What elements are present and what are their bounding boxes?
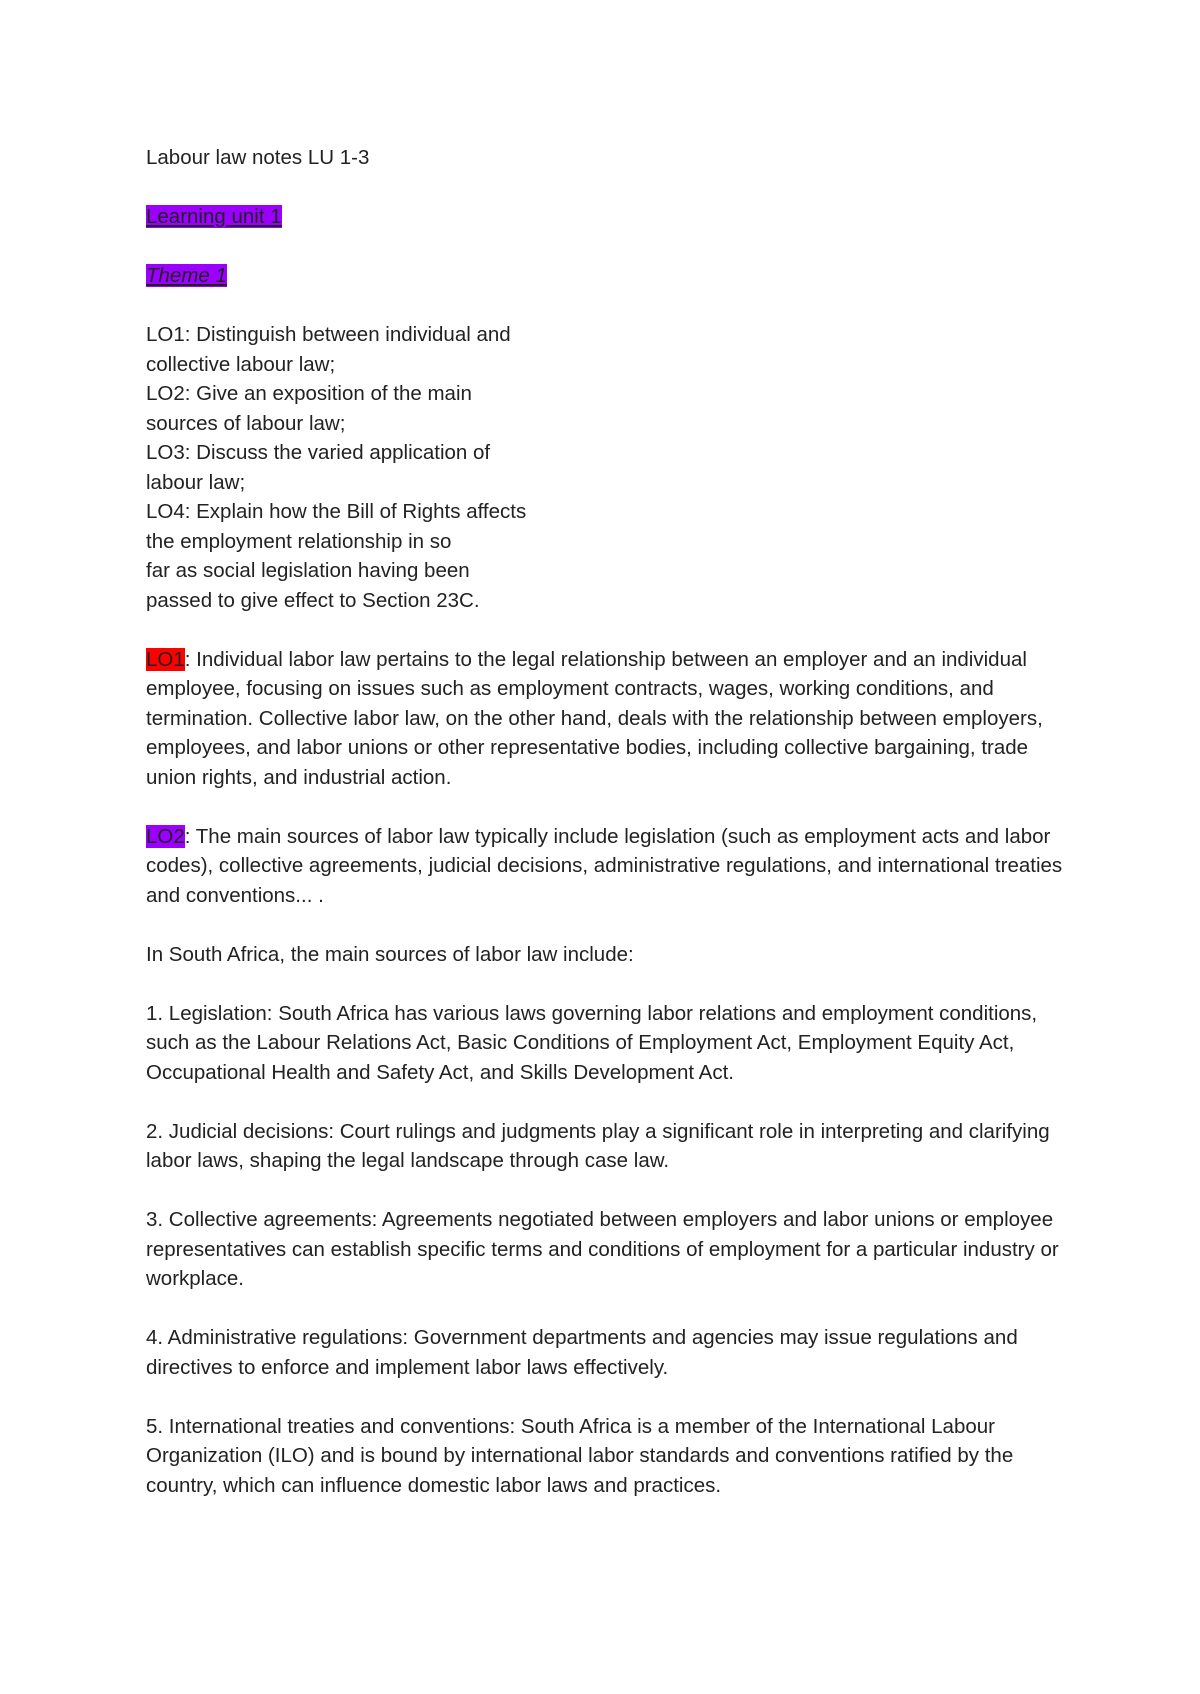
- unit-heading-paragraph: [146, 202, 1066, 232]
- lo1-paragraph: [146, 645, 1066, 793]
- source-item-international-treaties: 5. International treaties and conventions: South Africa is a member of the International Labour Organization (ILO) and is bound by international labor standards and conventions ratified by the country, which can influence domestic labor laws and practices.: [146, 1414, 1014, 1497]
- document-body: [146, 143, 1066, 1530]
- document-title: Labour law notes LU 1-3: [146, 146, 370, 169]
- theme-heading: Theme 1: [146, 264, 227, 287]
- unit-heading: Learning unit 1: [146, 205, 282, 228]
- outcome-line: LO2: Give an exposition of the main: [146, 382, 472, 405]
- source-item-legislation: 1. Legislation: South Africa has various laws governing labor relations and employment conditions, such as the Labour Relations Act, Basic Conditions of Employment Act, Employment Equity Act, Occupational Health and Safety Act, and Skills Development Act.: [146, 1001, 1038, 1084]
- outcome-line: LO4: Explain how the Bill of Rights affects: [146, 500, 527, 523]
- source-item-administrative-regulations: 4. Administrative regulations: Government departments and agencies may issue regulations and directives to enforce and implement labor laws effectively.: [146, 1326, 1018, 1379]
- lo1-tag: LO1: [146, 647, 185, 671]
- theme-heading-paragraph: [146, 261, 1066, 291]
- outcome-line: LO1: Distinguish between individual and: [146, 323, 511, 346]
- outcome-line: labour law;: [146, 470, 246, 494]
- learning-outcomes-list: [146, 320, 1066, 615]
- sa-intro: In South Africa, the main sources of labor law include:: [146, 942, 634, 966]
- lo1-text: : Individual labor law pertains to the legal relationship between an employer and an individual employee, focusing on issues such as employment contracts, wages, working conditions, and termination. Collective labor law, on the other hand, deals with the relationship between employers, employees, and labor unions or other representative bodies, including collective bargaining, trade union rights, and industrial action.: [146, 647, 1043, 789]
- outcome-line: sources of labour law;: [146, 411, 346, 435]
- outcome-line: the employment relationship in so: [146, 529, 452, 553]
- lo2-paragraph: [146, 822, 1066, 911]
- lo2-text: : The main sources of labor law typically include legislation (such as employment acts and labor codes), collective agreements, judicial decisions, administrative regulations, and international treaties and conventions... .: [146, 824, 1063, 907]
- outcome-line: collective labour law;: [146, 352, 336, 376]
- outcome-line: far as social legislation having been: [146, 559, 470, 582]
- outcome-line: passed to give effect to Section 23C.: [146, 588, 480, 612]
- outcome-line: LO3: Discuss the varied application of: [146, 441, 491, 464]
- lo2-tag: LO2: [146, 824, 185, 848]
- source-item-collective-agreements: 3. Collective agreements: Agreements negotiated between employers and labor unions or employee representatives can establish specific terms and conditions of employment for a particular industry or workplace.: [146, 1208, 1059, 1290]
- source-item-judicial-decisions: 2. Judicial decisions: Court rulings and judgments play a significant role in interpreting and clarifying labor laws, shaping the legal landscape through case law.: [146, 1119, 1050, 1172]
